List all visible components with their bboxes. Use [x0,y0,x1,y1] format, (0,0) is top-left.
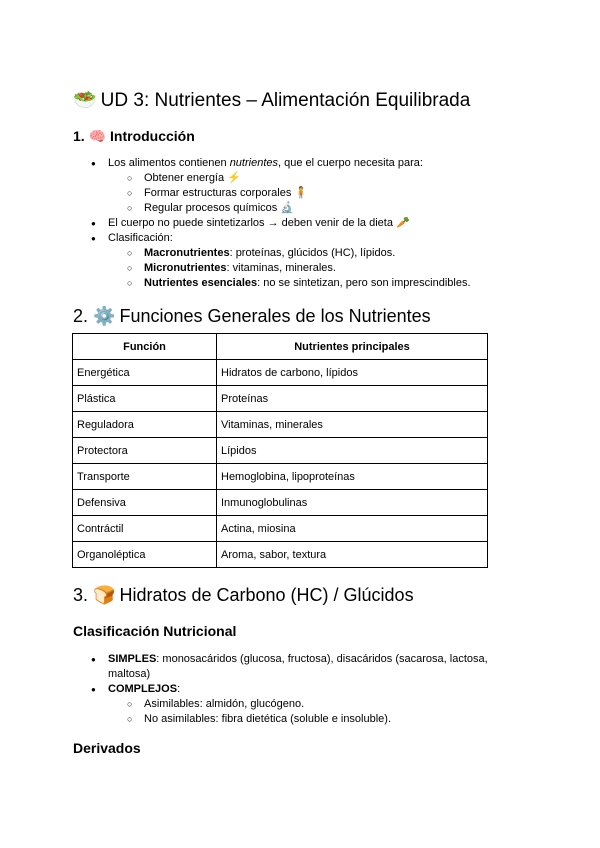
table-row [73,386,488,412]
essential-desc: : no se sintetizan, pero son imprescindibles. [257,277,471,289]
table-cell: Plástica [73,386,217,412]
intro-text-end: , que el cuerpo necesita para: [278,157,423,169]
complejos-colon: : [177,683,181,695]
document-title-text: UD 3: Nutrientes – Alimentación Equilibrada [100,90,471,111]
column-header: Nutrientes principales [217,334,488,360]
table-cell: Lípidos [217,438,488,464]
list-item: ○ Formar estructuras corporales 🧍 [91,186,471,201]
table-row [73,360,488,386]
table-cell: Actina, miosina [217,516,488,542]
table-cell: Proteínas [217,386,488,412]
macro-label: Macronutrientes [144,247,230,259]
table-row [73,412,488,438]
simples-label: SIMPLES [108,653,157,665]
section-2-heading [73,306,431,327]
section-2-title: Funciones Generales de los Nutrientes [119,306,431,326]
section-1-number: 1. [73,128,85,144]
intro-list [91,156,471,291]
table-cell: Energética [73,360,217,386]
table-cell: Contráctil [73,516,217,542]
section-3-title: Hidratos de Carbono (HC) / Glúcidos [119,585,414,605]
section-3-heading [73,585,414,606]
table-row [73,490,488,516]
table-cell: Hemoglobina, lipoproteínas [217,464,488,490]
document-title [73,88,470,112]
list-item [91,246,471,261]
section-2-number: 2. [73,306,89,326]
list-item [91,156,471,171]
table-cell: Hidratos de carbono, lípidos [217,360,488,386]
gear-icon: ⚙️ [93,306,116,326]
list-item [91,682,511,697]
list-item: ● El cuerpo no puede sintetizarlos → deben venir de la dieta 🥕 [91,216,471,231]
table-row [73,464,488,490]
macro-desc: : proteínas, glúcidos (HC), lípidos. [229,247,396,259]
section-3-number: 3. [73,585,89,605]
complejos-label: COMPLEJOS [108,683,178,695]
table-cell: Inmunoglobulinas [217,490,488,516]
essential-label: Nutrientes esenciales [144,277,258,289]
functions-table [72,333,488,568]
simples-desc: : monosacáridos (glucosa, fructosa), disacáridos (sacarosa, lactosa, maltosa) [108,653,488,680]
list-item: ● Clasificación: [91,231,471,246]
clasificacion-subheading: Clasificación Nutricional [73,623,237,639]
list-item: ○ Obtener energía ⚡ [91,171,471,186]
table-cell: Aroma, sabor, textura [217,542,488,568]
table-cell: Transporte [73,464,217,490]
bread-icon: 🍞 [93,585,116,605]
intro-text: Los alimentos contienen [108,157,230,169]
table-row [73,516,488,542]
list-item [91,261,471,276]
table-cell: Protectora [73,438,217,464]
micro-desc: : vitaminas, minerales. [226,262,336,274]
column-header: Función [73,334,217,360]
table-row [73,542,488,568]
derivados-subheading: Derivados [73,740,141,756]
brain-icon: 🧠 [88,128,107,144]
table-row [73,438,488,464]
list-item [91,652,511,682]
micro-label: Micronutrientes [144,262,227,274]
hc-classification-list [91,652,511,727]
table-cell: Reguladora [73,412,217,438]
table-cell: Vitaminas, minerales [217,412,488,438]
table-cell: Organoléptica [73,542,217,568]
list-item [91,276,471,291]
list-item: ○ No asimilables: fibra dietética (soluble e insoluble). [91,712,511,727]
section-1-title: Introducción [110,128,195,144]
section-1-heading [73,128,195,145]
table-cell: Defensiva [73,490,217,516]
table-header-row [73,334,488,360]
salad-icon: 🥗 [73,90,97,111]
intro-italic: nutrientes [229,157,278,169]
list-item: ○ Regular procesos químicos 🔬 [91,201,471,216]
list-item: ○ Asimilables: almidón, glucógeno. [91,697,511,712]
